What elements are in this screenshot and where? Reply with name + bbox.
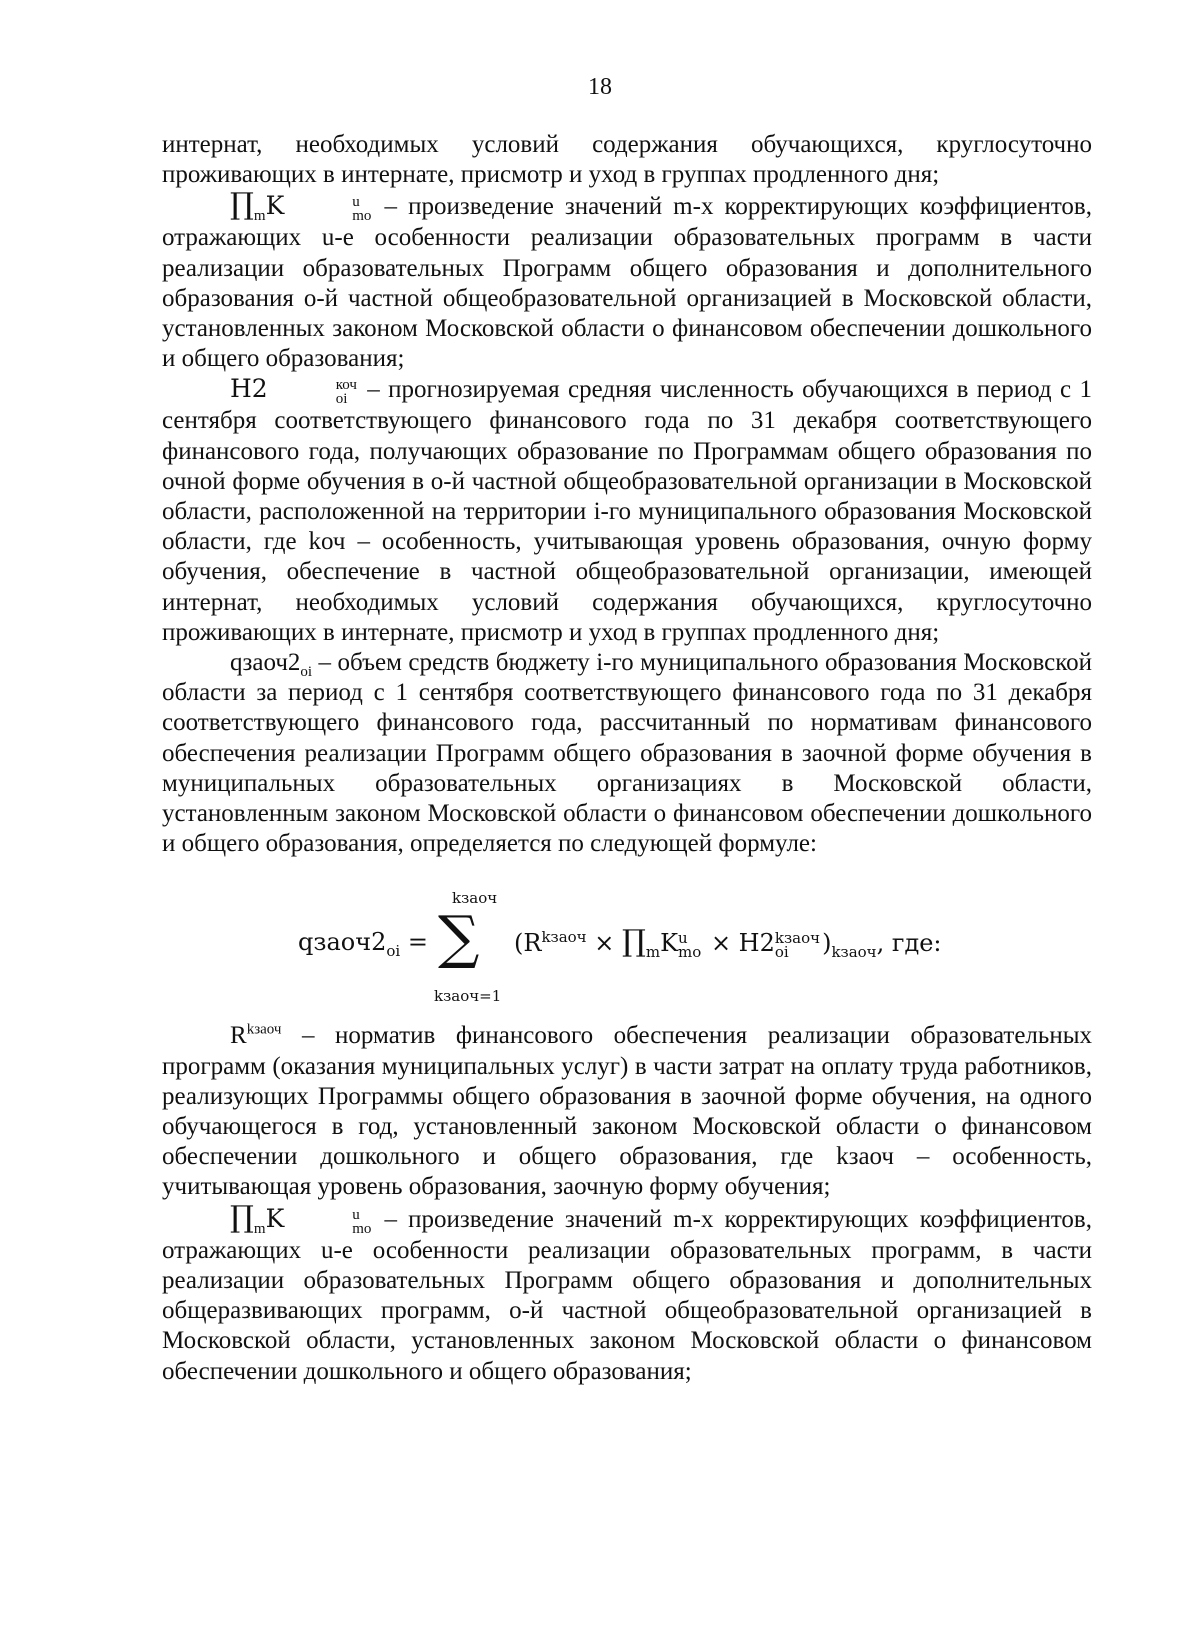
paragraph-r-definition: $R^{kзаоч}$ – норматив финансового обеспечения реализации образовательных программ (оказания муниципальных услуг) в части затрат на оплату труда работников, реализующих Программы общего образования в заочной форме обучения, на одного обучающегося в год, установленный законом Московской области о финансовом обеспечении дошкольного и общего образования, где kзаоч – особенность, учитывающая уровень образования, заочную форму обучения; — [162, 1022, 1092, 1201]
sum-lower-limit: kзаоч=1 — [434, 987, 502, 1006]
formula-rhs: ($R^{kзаоч}$ × $\prod_mK$ u mo × Н2 kзаоч oi )$_{kзаоч}$, где: — [514, 924, 942, 962]
formula-block — [162, 881, 1092, 1006]
product-symbol: ∏ — [230, 187, 254, 223]
paragraph-h2-definition: Н2 коч oi – прогнозируемая средняя численность обучающихся в период с 1 сентября соответствующего финансового года по 31 декабря соответствующего финансового года, получающих образование по Программам общего образования по очной форме обучения в о-й частной общеобразовательной организации в Московской области, расположенной на территории i-го муниципального образования Московской области, где kоч – особенность, учитывающая уровень образования, очную форму обучения, обеспечение в частной общеобразовательной организации, имеющей интернат, необходимых условий содержания обучающихся, круглосуточно проживающих в интернате, присмотр и уход в группах продленного дня; — [162, 374, 1092, 646]
summation-symbol: ∑ — [438, 903, 480, 972]
paragraph-product-coefficients-2: $\prod_mK$ u mo – произведение значений m-х корректирующих коэффициентов, отражающих u-е особенности реализации образовательных программ, в части реализации образовательных Программ общего образования и дополнительных общеразвивающих программ, о-й частной общеобразовательной организацией в Московской области, установленных законом Московской области о финансовом обеспечении дошкольного и общего образования; — [162, 1199, 1092, 1385]
document-body — [162, 130, 1092, 1387]
product-symbol: ∏ — [230, 1199, 254, 1235]
sum-upper-limit: kзаоч — [452, 889, 498, 908]
formula-lhs: $qзаоч2_{oi}$ = — [298, 928, 428, 961]
page-number: 18 — [588, 74, 612, 100]
paragraph-continuation: интернат, необходимых условий содержания обучающихся, круглосуточно проживающих в интернате, присмотр и уход в группах продленного дня; — [162, 131, 1092, 189]
paragraph-q-definition: $qзаоч2_{oi}$ – объем средств бюджету i-го муниципального образования Московской области за период с 1 сентября соответствующего финансового года по 31 декабря соответствующего финансового года, рассчитанный по нормативам финансового обеспечения реализации Программ общего образования в заочной форме обучения в муниципальных образовательных организациях в Московской области, установленным законом Московской области о финансовом обеспечении дошкольного и общего образования, определяется по следующей формуле: — [162, 649, 1092, 858]
paragraph-product-coefficients: $\prod_mK$ u mo – произведение значений m-х корректирующих коэффициентов, отражающих u-е особенности реализации образовательных программ в части реализации образовательных Программ общего образования и дополнительного образования о-й частной общеобразовательной организацией в Московской области, установленных законом Московской области о финансовом обеспечении дошкольного и общего образования; — [162, 187, 1092, 373]
